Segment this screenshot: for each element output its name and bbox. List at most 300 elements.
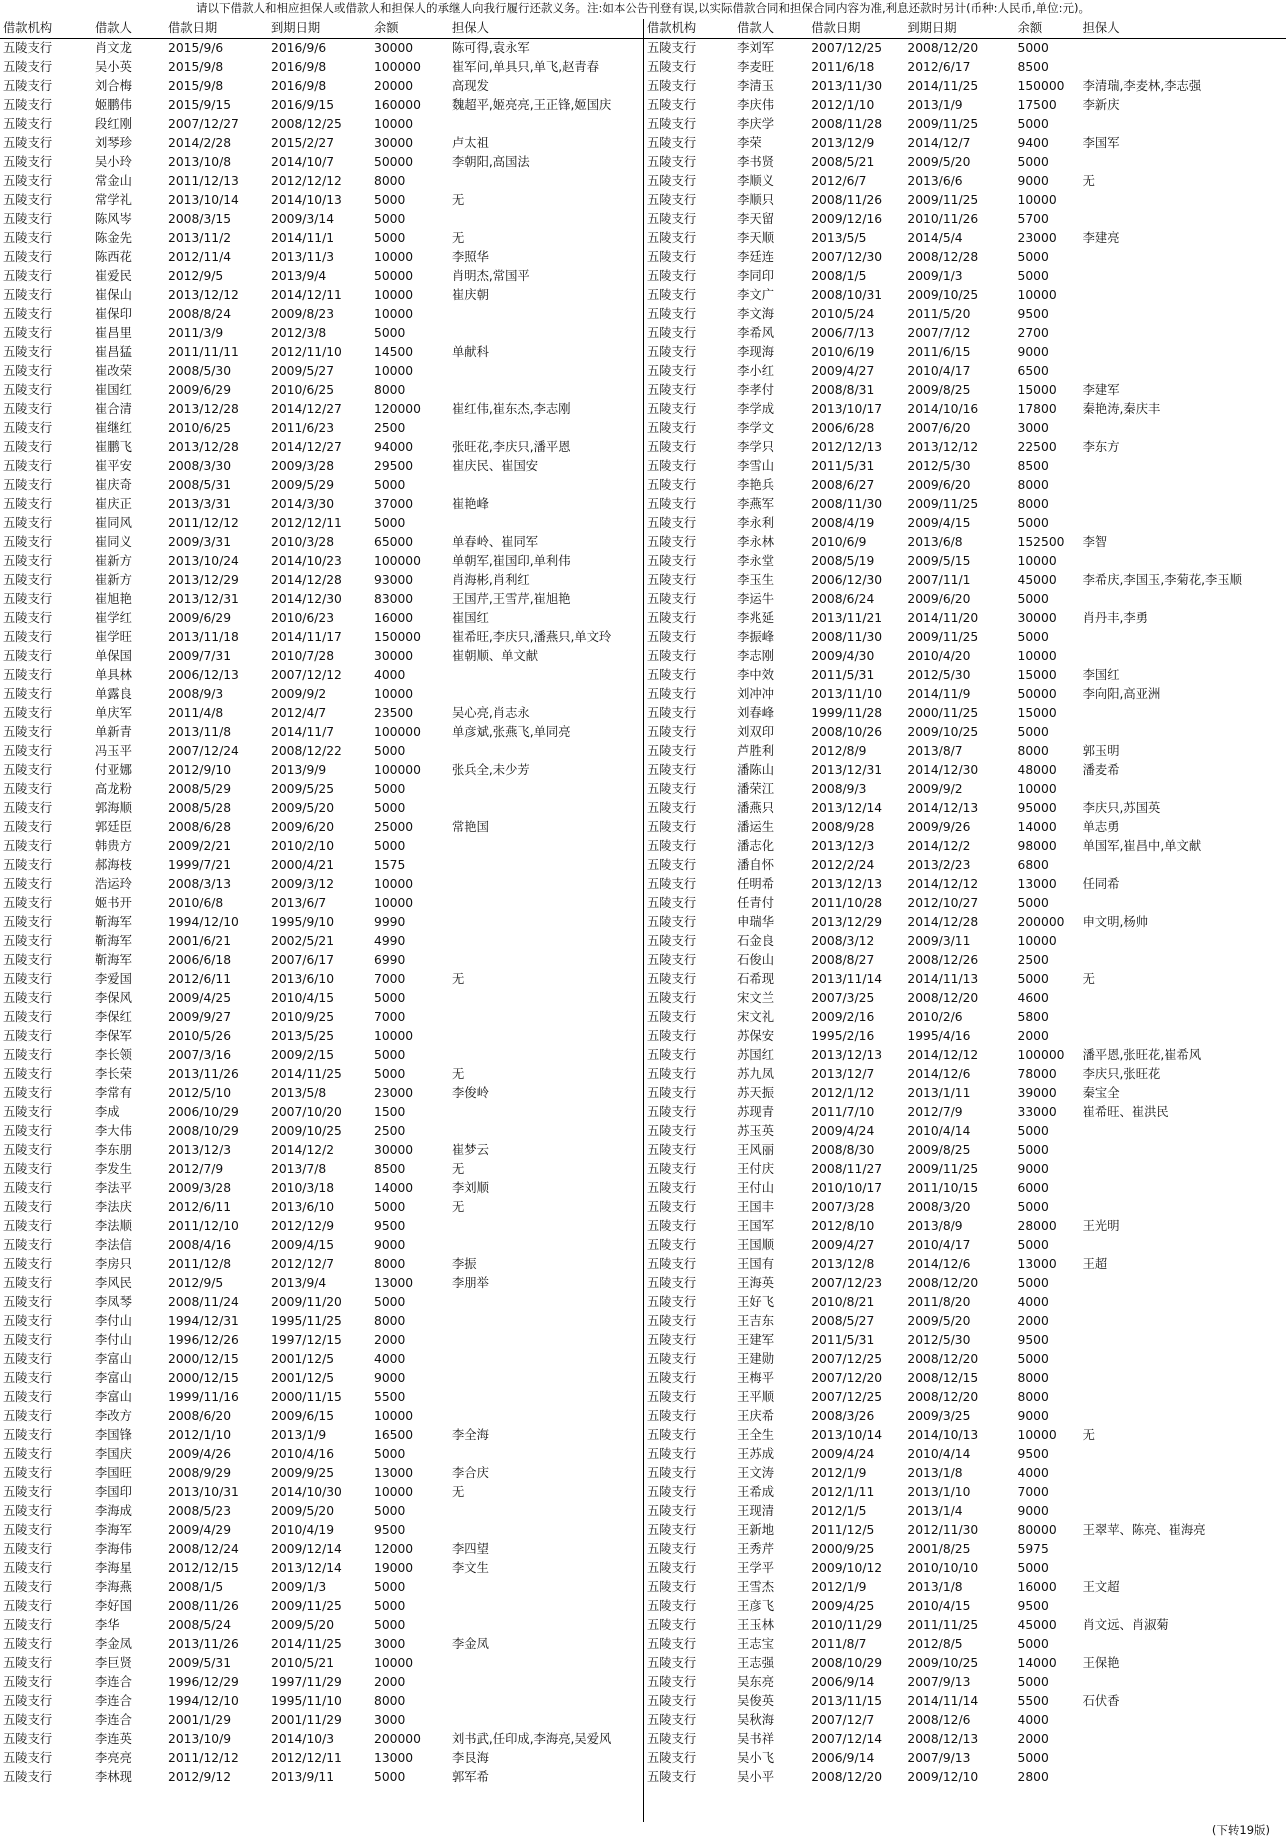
cell-loan-date: 2010/5/26 (168, 1029, 232, 1043)
cell-loan-date: 2007/12/25 (811, 1352, 883, 1366)
cell-borrower: 李连合 (95, 1694, 132, 1708)
cell-loan-date: 2012/11/4 (168, 250, 232, 264)
table-row (644, 1312, 1286, 1331)
cell-guarantor (449, 742, 643, 761)
cell-guarantor (449, 1388, 643, 1407)
cell-guarantor (1080, 1597, 1286, 1616)
cell-balance: 13000 (374, 1276, 414, 1290)
cell-balance: 14500 (374, 345, 414, 359)
cell-balance: 2000 (1017, 1732, 1049, 1746)
cell-lender: 五陵支行 (647, 1010, 697, 1024)
cell-due-date: 2009/5/20 (907, 1314, 971, 1328)
cell-due-date: 2013/8/9 (907, 1219, 963, 1233)
cell-due-date: 2009/4/15 (271, 1238, 335, 1252)
cell-guarantor: 潘麦希 (1082, 763, 1120, 777)
cell-balance: 8000 (1017, 1371, 1049, 1385)
cell-loan-date: 2013/11/14 (811, 972, 883, 986)
table-row (0, 495, 643, 514)
cell-loan-date: 2008/11/26 (168, 1599, 239, 1613)
cell-lender: 五陵支行 (3, 231, 53, 245)
cell-guarantor: 肖文远、肖淑菊 (1082, 1618, 1169, 1632)
cell-balance: 50000 (374, 155, 414, 169)
cell-balance: 8000 (374, 1314, 406, 1328)
cell-lender: 五陵支行 (3, 744, 53, 758)
cell-lender: 五陵支行 (3, 307, 53, 321)
cell-due-date: 2013/11/3 (271, 250, 335, 264)
cell-due-date: 2012/11/10 (271, 345, 342, 359)
cell-due-date: 2009/6/15 (271, 1409, 335, 1423)
cell-lender: 五陵支行 (647, 307, 697, 321)
table-row (0, 989, 643, 1008)
cell-guarantor (1080, 1198, 1286, 1217)
cell-loan-date: 2012/1/10 (811, 98, 875, 112)
cell-lender: 五陵支行 (647, 459, 697, 473)
cell-loan-date: 2008/4/19 (811, 516, 875, 530)
cell-due-date: 2012/5/30 (907, 668, 971, 682)
cell-lender: 五陵支行 (3, 117, 53, 131)
cell-borrower: 李发生 (95, 1162, 132, 1176)
cell-borrower: 常学礼 (95, 193, 132, 207)
table-row (644, 1502, 1286, 1521)
cell-guarantor (449, 780, 643, 799)
cell-due-date: 2013/9/9 (271, 763, 327, 777)
cell-loan-date: 2008/5/30 (168, 364, 232, 378)
cell-lender: 五陵支行 (647, 972, 697, 986)
cell-guarantor (449, 666, 643, 685)
cell-due-date: 2014/12/6 (907, 1257, 971, 1271)
cell-lender: 五陵支行 (647, 1105, 697, 1119)
cell-due-date: 2014/12/7 (907, 136, 971, 150)
cell-guarantor (1080, 362, 1286, 381)
cell-guarantor (1080, 1160, 1286, 1179)
cell-due-date: 2009/5/27 (271, 364, 335, 378)
cell-loan-date: 2009/4/30 (811, 649, 875, 663)
cell-borrower: 段红刚 (95, 117, 132, 131)
cell-loan-date: 2006/12/13 (168, 668, 239, 682)
table-row (0, 210, 643, 229)
cell-borrower: 李廷连 (737, 250, 775, 264)
table-row (0, 1730, 643, 1749)
cell-borrower: 李艳兵 (737, 478, 775, 492)
cell-guarantor (1080, 894, 1286, 913)
cell-balance: 14000 (1017, 1656, 1057, 1670)
cell-borrower: 李法顺 (95, 1219, 132, 1233)
cell-balance: 10000 (1017, 782, 1057, 796)
cell-guarantor: 无 (452, 193, 465, 207)
table-row (644, 1046, 1286, 1065)
cell-balance: 80000 (1017, 1523, 1057, 1537)
cell-due-date: 2010/9/25 (271, 1010, 335, 1024)
cell-guarantor: 李四望 (452, 1542, 489, 1556)
cell-due-date: 2013/1/4 (907, 1504, 963, 1518)
cell-due-date: 2008/12/28 (907, 250, 979, 264)
cell-balance: 10000 (374, 1485, 414, 1499)
cell-loan-date: 2008/9/29 (168, 1466, 232, 1480)
cell-lender: 五陵支行 (647, 1143, 697, 1157)
cell-due-date: 2009/11/25 (907, 630, 979, 644)
cell-borrower: 李书贤 (737, 155, 775, 169)
cell-balance: 10000 (374, 117, 414, 131)
table-row (0, 932, 643, 951)
cell-balance: 5000 (1017, 269, 1049, 283)
cell-lender: 五陵支行 (647, 174, 697, 188)
cell-lender: 五陵支行 (647, 1029, 697, 1043)
cell-guarantor (449, 1711, 643, 1730)
cell-loan-date: 2009/4/27 (811, 1238, 875, 1252)
cell-due-date: 1997/12/15 (271, 1333, 342, 1347)
cell-balance: 30000 (374, 41, 414, 55)
table-row (0, 609, 643, 628)
cell-lender: 五陵支行 (647, 687, 697, 701)
cell-lender: 五陵支行 (3, 383, 53, 397)
table-row (644, 685, 1286, 704)
cell-loan-date: 2012/6/7 (811, 174, 867, 188)
cell-borrower: 李凤琴 (95, 1295, 132, 1309)
cell-loan-date: 2011/12/13 (168, 174, 239, 188)
table-row (644, 115, 1286, 134)
table-row (644, 1198, 1286, 1217)
table-row (0, 1331, 643, 1350)
cell-lender: 五陵支行 (647, 41, 697, 55)
cell-loan-date: 2009/2/16 (811, 1010, 875, 1024)
cell-loan-date: 2013/11/2 (168, 231, 232, 245)
cell-borrower: 崔保印 (95, 307, 132, 321)
cell-balance: 93000 (374, 573, 414, 587)
cell-lender: 五陵支行 (647, 1048, 697, 1062)
cell-due-date: 2010/11/26 (907, 212, 979, 226)
cell-guarantor (449, 1027, 643, 1046)
cell-balance: 5000 (1017, 1637, 1049, 1651)
table-row (644, 913, 1286, 932)
cell-loan-date: 2008/5/19 (811, 554, 875, 568)
table-row (0, 381, 643, 400)
cell-balance: 10000 (374, 307, 414, 321)
cell-lender: 五陵支行 (3, 801, 53, 815)
cell-loan-date: 2008/11/24 (168, 1295, 239, 1309)
cell-borrower: 王志宝 (737, 1637, 775, 1651)
cell-loan-date: 2011/12/5 (811, 1523, 875, 1537)
cell-lender: 五陵支行 (3, 1124, 53, 1138)
cell-loan-date: 2009/5/31 (168, 1656, 232, 1670)
cell-loan-date: 2015/9/8 (168, 60, 224, 74)
cell-loan-date: 2012/1/10 (168, 1428, 232, 1442)
cell-loan-date: 2007/12/25 (811, 1390, 883, 1404)
cell-balance: 100000 (374, 763, 421, 777)
cell-guarantor: 崔庆民、崔国安 (452, 459, 539, 473)
cell-due-date: 2012/5/30 (907, 1333, 971, 1347)
cell-borrower: 李志刚 (737, 649, 775, 663)
cell-loan-date: 2013/12/31 (811, 763, 883, 777)
cell-borrower: 王志强 (737, 1656, 775, 1670)
cell-balance: 16500 (374, 1428, 414, 1442)
table-row (644, 1027, 1286, 1046)
cell-lender: 五陵支行 (3, 326, 53, 340)
cell-guarantor: 崔梦云 (452, 1143, 489, 1157)
header-balance: 余额 (371, 19, 449, 39)
cell-lender: 五陵支行 (647, 1561, 697, 1575)
header-lender: 借款机构 (644, 19, 734, 39)
table-row (0, 1407, 643, 1426)
cell-lender: 五陵支行 (647, 1314, 697, 1328)
cell-due-date: 2010/7/28 (271, 649, 335, 663)
cell-balance: 30000 (374, 1143, 414, 1157)
table-row (644, 894, 1286, 913)
cell-borrower: 崔同风 (95, 516, 132, 530)
cell-borrower: 李风民 (95, 1276, 132, 1290)
cell-loan-date: 2012/6/11 (168, 972, 232, 986)
cell-borrower: 吴小玲 (95, 155, 132, 169)
cell-borrower: 石俊山 (737, 953, 775, 967)
cell-guarantor (1080, 419, 1286, 438)
table-row (0, 1521, 643, 1540)
cell-borrower: 王平顺 (737, 1390, 775, 1404)
cell-lender: 五陵支行 (3, 60, 53, 74)
cell-due-date: 2011/5/20 (907, 307, 971, 321)
cell-borrower: 李孝付 (737, 383, 775, 397)
table-row (644, 704, 1286, 723)
cell-balance: 5000 (374, 1618, 406, 1632)
cell-loan-date: 1996/12/26 (168, 1333, 239, 1347)
table-row (644, 951, 1286, 970)
cell-guarantor (1080, 1464, 1286, 1483)
cell-loan-date: 2008/1/5 (811, 269, 867, 283)
cell-guarantor: 肖海彬,肖利红 (452, 573, 530, 587)
cell-balance: 10000 (1017, 934, 1057, 948)
cell-loan-date: 2012/6/11 (168, 1200, 232, 1214)
table-row (0, 1141, 643, 1160)
continuation-note: (下转19版) (1211, 1823, 1270, 1837)
cell-loan-date: 2009/10/12 (811, 1561, 883, 1575)
cell-balance: 5000 (1017, 1143, 1049, 1157)
cell-due-date: 2013/1/8 (907, 1466, 963, 1480)
cell-borrower: 李长荣 (95, 1067, 132, 1081)
cell-loan-date: 2008/9/3 (811, 782, 867, 796)
cell-lender: 五陵支行 (647, 326, 697, 340)
cell-balance: 5000 (1017, 592, 1049, 606)
cell-borrower: 潘燕只 (737, 801, 775, 815)
cell-borrower: 苏玉英 (737, 1124, 775, 1138)
cell-loan-date: 2012/12/13 (811, 440, 883, 454)
cell-balance: 5000 (374, 1295, 406, 1309)
table-row (644, 191, 1286, 210)
cell-borrower: 李金凤 (95, 1637, 132, 1651)
cell-guarantor (449, 1654, 643, 1673)
cell-guarantor (449, 837, 643, 856)
cell-guarantor (1080, 1673, 1286, 1692)
cell-guarantor: 吴心亮,肖志永 (452, 706, 530, 720)
cell-balance: 8000 (1017, 478, 1049, 492)
cell-loan-date: 2009/4/25 (168, 991, 232, 1005)
table-row (644, 571, 1286, 590)
cell-loan-date: 2009/4/26 (168, 1447, 232, 1461)
cell-guarantor (1080, 1008, 1286, 1027)
cell-lender: 五陵支行 (647, 1428, 697, 1442)
cell-borrower: 李文海 (737, 307, 775, 321)
cell-due-date: 2013/12/14 (271, 1561, 342, 1575)
table-row (0, 1578, 643, 1597)
cell-loan-date: 2006/10/29 (168, 1105, 239, 1119)
cell-borrower: 崔爱民 (95, 269, 132, 283)
table-row (0, 172, 643, 191)
cell-due-date: 2013/7/8 (271, 1162, 327, 1176)
cell-lender: 五陵支行 (3, 668, 53, 682)
table-row (644, 343, 1286, 362)
cell-balance: 5975 (1017, 1542, 1049, 1556)
cell-guarantor (1080, 1730, 1286, 1749)
table-row (0, 913, 643, 932)
cell-guarantor (1080, 267, 1286, 286)
cell-balance: 7000 (374, 972, 406, 986)
cell-balance: 5000 (374, 212, 406, 226)
cell-guarantor: 无 (452, 972, 465, 986)
cell-balance: 100000 (1017, 1048, 1065, 1062)
cell-borrower: 宋文兰 (737, 991, 775, 1005)
cell-lender: 五陵支行 (3, 478, 53, 492)
cell-loan-date: 2013/11/18 (168, 630, 239, 644)
cell-due-date: 2012/4/7 (271, 706, 327, 720)
cell-loan-date: 2012/9/5 (168, 269, 224, 283)
cell-lender: 五陵支行 (647, 231, 697, 245)
cell-loan-date: 2011/5/31 (811, 1333, 875, 1347)
table-row (644, 58, 1286, 77)
cell-lender: 五陵支行 (647, 858, 697, 872)
cell-due-date: 2008/12/20 (907, 1352, 979, 1366)
table-row (0, 875, 643, 894)
cell-balance: 5000 (374, 1599, 406, 1613)
cell-loan-date: 2008/8/30 (811, 1143, 875, 1157)
cell-balance: 7000 (1017, 1485, 1049, 1499)
cell-borrower: 崔同义 (95, 535, 132, 549)
table-row (0, 438, 643, 457)
table-row (0, 1369, 643, 1388)
cell-lender: 五陵支行 (3, 554, 53, 568)
cell-guarantor (449, 419, 643, 438)
cell-borrower: 李同印 (737, 269, 775, 283)
cell-lender: 五陵支行 (647, 1485, 697, 1499)
table-row (644, 324, 1286, 343)
cell-guarantor (1080, 1312, 1286, 1331)
table-row (644, 970, 1286, 989)
table-row (644, 1559, 1286, 1578)
cell-loan-date: 2000/12/15 (168, 1352, 239, 1366)
cell-lender: 五陵支行 (647, 535, 697, 549)
cell-due-date: 2007/11/1 (907, 573, 971, 587)
cell-balance: 100000 (374, 725, 421, 739)
cell-guarantor: 无 (1082, 972, 1095, 986)
table-row (644, 77, 1286, 96)
table-row (0, 457, 643, 476)
cell-loan-date: 2011/7/10 (811, 1105, 875, 1119)
cell-borrower: 王梅平 (737, 1371, 775, 1385)
table-row (644, 381, 1286, 400)
cell-lender: 五陵支行 (3, 687, 53, 701)
cell-guarantor (449, 115, 643, 134)
cell-lender: 五陵支行 (647, 839, 697, 853)
cell-loan-date: 2010/10/17 (811, 1181, 883, 1195)
cell-lender: 五陵支行 (3, 1219, 53, 1233)
cell-loan-date: 2007/3/16 (168, 1048, 232, 1062)
cell-borrower: 王海英 (737, 1276, 775, 1290)
cell-lender: 五陵支行 (647, 763, 697, 777)
cell-lender: 五陵支行 (647, 136, 697, 150)
cell-guarantor: 李希庆,李国玉,李菊花,李玉顺 (1082, 573, 1242, 587)
cell-lender: 五陵支行 (3, 136, 53, 150)
cell-loan-date: 2014/2/28 (168, 136, 232, 150)
cell-borrower: 吴书祥 (737, 1732, 775, 1746)
cell-due-date: 2014/10/30 (271, 1485, 342, 1499)
cell-due-date: 2010/4/15 (271, 991, 335, 1005)
cell-guarantor: 崔军问,单具只,单飞,赵青春 (452, 60, 599, 74)
cell-guarantor: 崔国红 (452, 611, 489, 625)
cell-lender: 五陵支行 (647, 1371, 697, 1385)
table-row (644, 609, 1286, 628)
table-row (0, 533, 643, 552)
table-row (0, 1255, 643, 1274)
cell-guarantor: 崔朝顺、单文献 (452, 649, 539, 663)
cell-lender: 五陵支行 (647, 630, 697, 644)
cell-borrower: 常金山 (95, 174, 132, 188)
cell-balance: 5000 (1017, 1124, 1049, 1138)
cell-due-date: 2016/9/8 (271, 60, 327, 74)
cell-loan-date: 1994/12/10 (168, 915, 239, 929)
table-row (0, 1635, 643, 1654)
cell-balance: 9000 (1017, 345, 1049, 359)
cell-due-date: 2001/12/5 (271, 1371, 335, 1385)
cell-loan-date: 2007/12/20 (811, 1371, 883, 1385)
cell-guarantor: 无 (452, 231, 465, 245)
cell-due-date: 2012/10/27 (907, 896, 979, 910)
cell-due-date: 2014/12/28 (907, 915, 979, 929)
cell-lender: 五陵支行 (647, 421, 697, 435)
cell-lender: 五陵支行 (3, 1029, 53, 1043)
cell-loan-date: 2007/12/23 (811, 1276, 883, 1290)
table-row (0, 951, 643, 970)
cell-due-date: 2009/5/15 (907, 554, 971, 568)
cell-lender: 五陵支行 (3, 763, 53, 777)
cell-due-date: 2016/9/8 (271, 79, 327, 93)
cell-loan-date: 2012/1/5 (811, 1504, 867, 1518)
table-row (0, 400, 643, 419)
cell-borrower: 王现清 (737, 1504, 775, 1518)
cell-balance: 15000 (1017, 668, 1057, 682)
cell-due-date: 2010/10/10 (907, 1561, 979, 1575)
cell-balance: 6500 (1017, 364, 1049, 378)
cell-due-date: 2014/11/14 (907, 1694, 979, 1708)
table-row (0, 685, 643, 704)
cell-balance: 5000 (374, 326, 406, 340)
cell-borrower: 刘双印 (737, 725, 775, 739)
table-row (644, 1578, 1286, 1597)
cell-borrower: 崔庆奇 (95, 478, 132, 492)
cell-guarantor (1080, 780, 1286, 799)
cell-balance: 8000 (1017, 497, 1049, 511)
cell-guarantor (1080, 1331, 1286, 1350)
cell-guarantor (449, 1407, 643, 1426)
cell-balance: 10000 (374, 1409, 414, 1423)
header-borrower: 借款人 (734, 19, 808, 39)
cell-due-date: 2009/3/11 (907, 934, 971, 948)
cell-borrower: 单具林 (95, 668, 132, 682)
cell-guarantor (1080, 1559, 1286, 1578)
cell-guarantor: 崔红伟,崔东杰,李志刚 (452, 402, 571, 416)
cell-due-date: 2014/12/2 (271, 1143, 335, 1157)
cell-guarantor (1080, 1540, 1286, 1559)
cell-lender: 五陵支行 (647, 649, 697, 663)
cell-lender: 五陵支行 (647, 516, 697, 530)
cell-guarantor: 李建军 (1082, 383, 1120, 397)
cell-loan-date: 1995/2/16 (811, 1029, 875, 1043)
table-row (0, 1711, 643, 1730)
